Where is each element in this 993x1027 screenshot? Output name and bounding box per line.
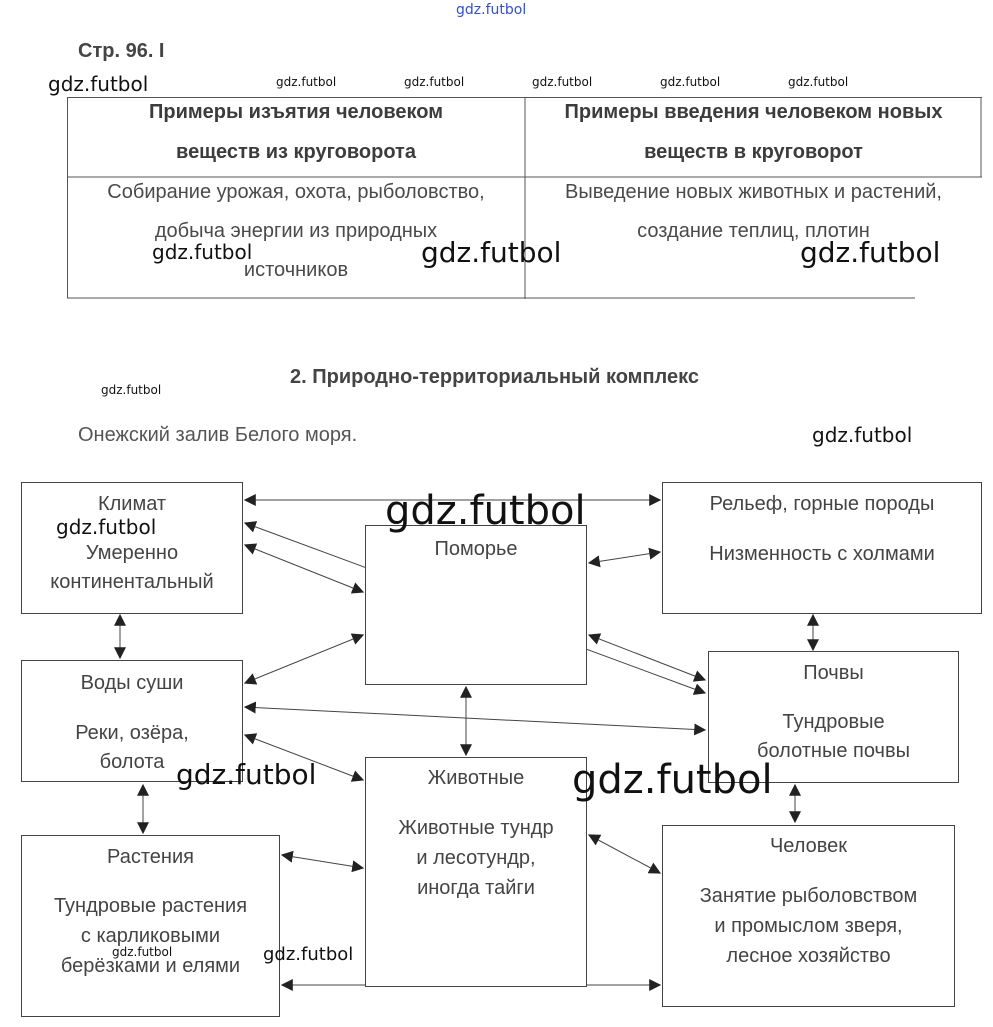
place-name: Онежский залив Белого моря. [78, 424, 358, 446]
watermark: gdz.futbol [660, 75, 721, 89]
relief-title: Рельеф, горные породы [709, 493, 935, 515]
watermark: gdz.futbol [263, 944, 354, 965]
climate-title: Климат [97, 493, 167, 515]
animals-line: и лесотундр, [416, 847, 536, 869]
waters-line: болота [99, 751, 165, 773]
soils-line: болотные почвы [757, 740, 910, 762]
watermark: gdz.futbol [788, 75, 849, 89]
climate-line: Умеренно [85, 542, 179, 564]
center-box [365, 525, 587, 685]
plants-title: Растения [107, 846, 194, 868]
watermark: gdz.futbol [56, 515, 157, 539]
soils-title: Почвы [803, 662, 864, 684]
table-cell-line: источников [243, 259, 349, 281]
plants-line: Тундровые растения [53, 895, 248, 917]
table-header-line: Примеры введения человеком новых [564, 101, 943, 123]
watermark: gdz.futbol [421, 236, 562, 269]
plants-box [21, 835, 280, 1017]
waters-line: Реки, озёра, [75, 722, 189, 744]
plants-line: с карликовыми [80, 925, 221, 947]
center-title: Поморье [434, 538, 518, 560]
watermark: gdz.futbol [152, 240, 253, 264]
table-cell-line: создание теплиц, плотин [637, 220, 870, 242]
watermark: gdz.futbol [48, 72, 149, 96]
watermark: gdz.futbol [276, 75, 337, 89]
watermark: gdz.futbol [532, 75, 593, 89]
table-header-line: Примеры изъятия человеком [148, 101, 443, 123]
table-cell-line: добыча энергии из природных [154, 220, 438, 242]
table-header-line: веществ из круговорота [176, 141, 416, 163]
relief-line: Низменность с холмами [709, 543, 935, 565]
watermark: gdz.futbol [404, 75, 465, 89]
human-line: и промыслом зверя, [714, 915, 903, 937]
plants-line: берёзками и елями [60, 955, 241, 977]
waters-title: Воды суши [80, 672, 184, 694]
animals-line: иногда тайги [417, 877, 535, 899]
relief-box [662, 482, 982, 614]
table-header-line: веществ в круговорот [644, 141, 863, 163]
climate-line: континентальный [50, 571, 214, 593]
page-reference: Стр. 96. I [78, 40, 165, 62]
climate-box [21, 482, 243, 614]
watermark: gdz.futbol [385, 488, 586, 534]
watermark: gdz.futbol [800, 236, 941, 269]
watermark-top: gdz.futbol [456, 2, 527, 18]
watermark: gdz.futbol [101, 383, 162, 397]
table-cell-line: Выведение новых животных и растений, [565, 181, 942, 203]
human-title: Человек [769, 835, 848, 857]
watermark: gdz.futbol [812, 423, 913, 447]
human-box [662, 825, 955, 1007]
watermark: gdz.futbol [572, 757, 773, 803]
human-line: Занятие рыболовством [699, 885, 918, 907]
watermark: gdz.futbol [112, 945, 173, 959]
animals-line: Животные тундр [398, 817, 554, 839]
section-title: 2. Природно-территориальный комплекс [290, 366, 699, 388]
animals-box [365, 757, 587, 987]
human-line: лесное хозяйство [726, 945, 891, 967]
watermark: gdz.futbol [176, 758, 317, 791]
animals-title: Животные [427, 767, 525, 789]
table-cell-line: Собирание урожая, охота, рыболовство, [107, 181, 485, 203]
soils-line: Тундровые [782, 711, 885, 733]
